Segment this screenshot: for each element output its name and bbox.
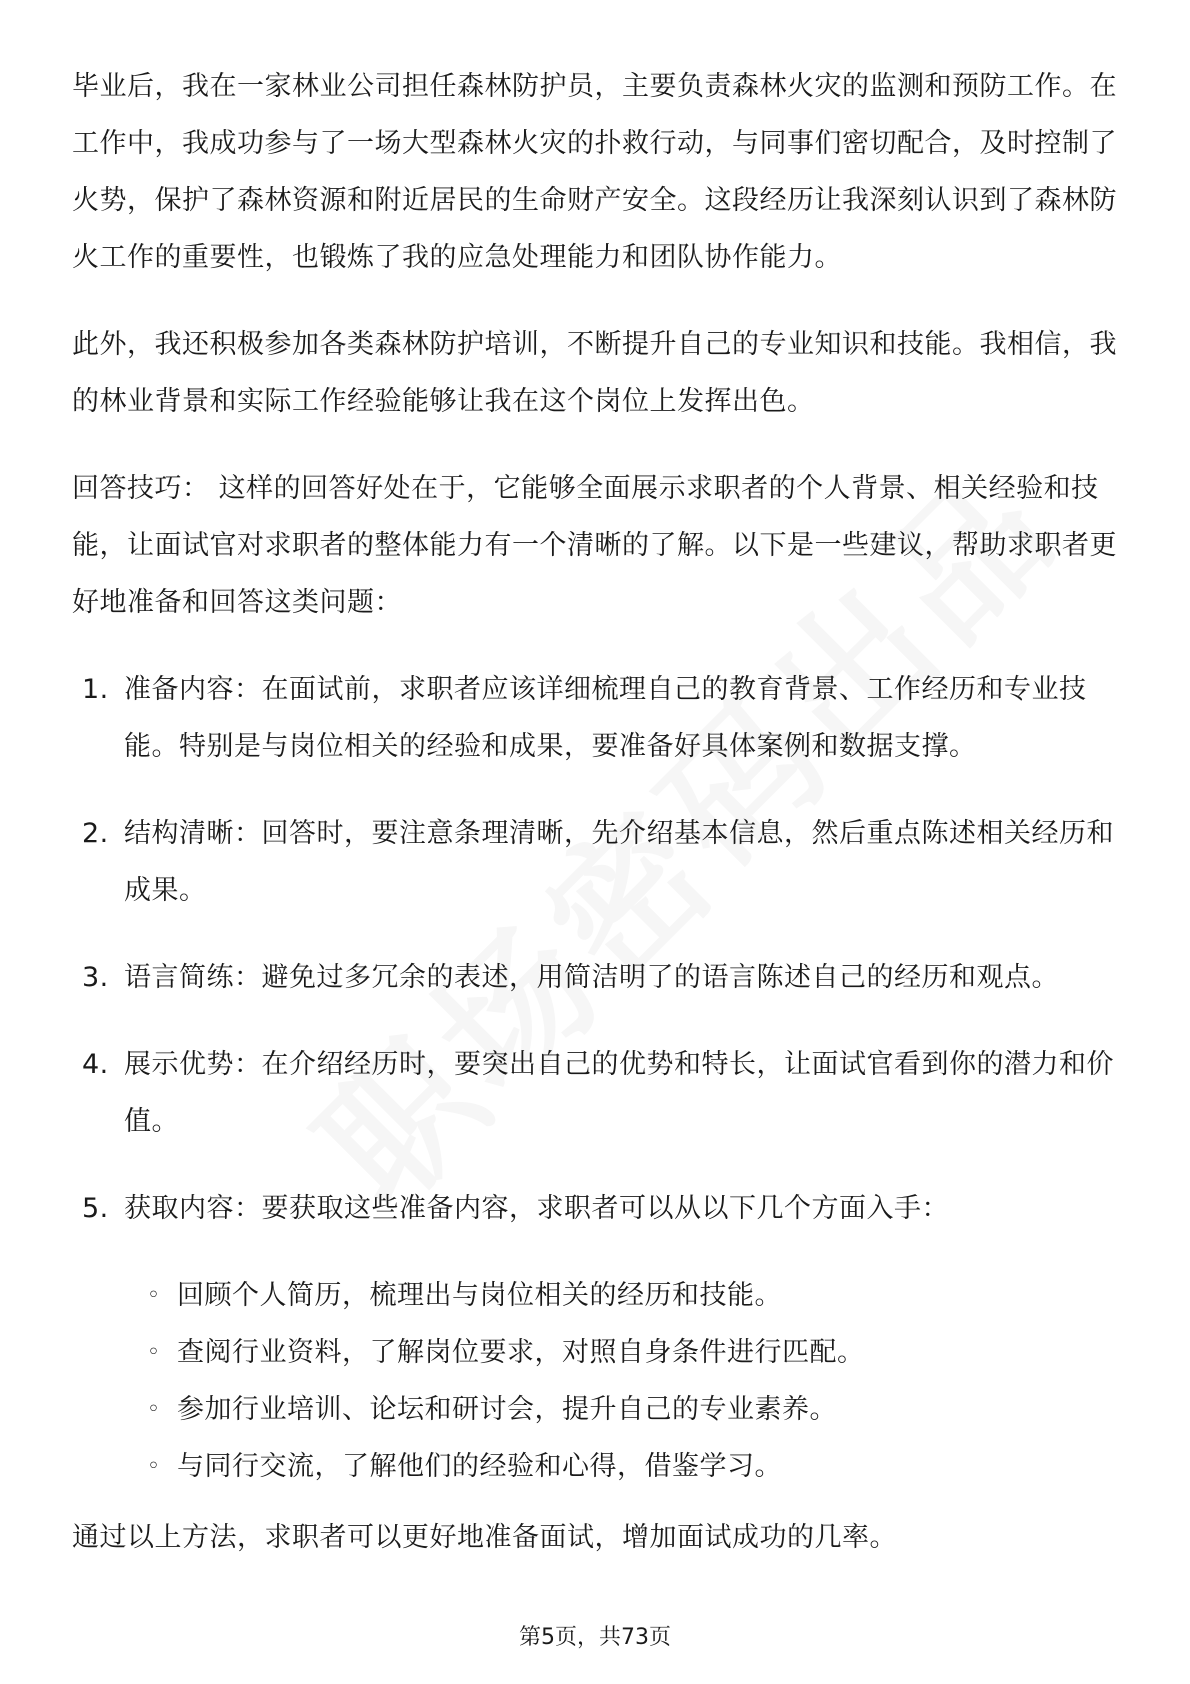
list-item-text: 获取内容：要获取这些准备内容，求职者可以从以下几个方面入手： [124, 1193, 949, 1224]
list-item-text: 准备内容：在面试前，求职者应该详细梳理自己的教育背景、工作经历和专业技能。特别是与岗位相关的经验和成果，要准备好具体案例和数据支撑。 [124, 674, 1087, 762]
sublist-item-text: 查阅行业资料，了解岗位要求，对照自身条件进行匹配。 [177, 1337, 865, 1368]
list-item [72, 1036, 1122, 1150]
sublist-item [72, 1324, 1122, 1381]
list-number: 3. [82, 962, 109, 993]
sublist-item-text: 回顾个人简历，梳理出与岗位相关的经历和技能。 [177, 1280, 782, 1311]
sublist-item [72, 1267, 1122, 1324]
list-number: 5. [82, 1193, 109, 1224]
paragraph-answer-tips: 回答技巧： 这样的回答好处在于，它能够全面展示求职者的个人背景、相关经验和技能，让面试官对求职者的整体能力有一个清晰的了解。以下是一些建议，帮助求职者更好地准备和回答这类问题： [72, 473, 1117, 618]
paragraph-experience: 毕业后，我在一家林业公司担任森林防护员，主要负责森林火灾的监测和预防工作。在工作中，我成功参与了一场大型森林火灾的扑救行动，与同事们密切配合，及时控制了火势，保护了森林资源和附近居民的生命财产安全。这段经历让我深刻认识到了森林防火工作的重要性，也锻炼了我的应急处理能力和团队协作能力。 [72, 71, 1117, 273]
sublist-item [72, 1438, 1122, 1495]
list-item [72, 661, 1122, 775]
list-item [72, 949, 1122, 1006]
tips-list [72, 661, 1122, 1237]
sublist-item-text: 与同行交流，了解他们的经验和心得，借鉴学习。 [177, 1451, 782, 1482]
document-page [72, 58, 1122, 1596]
bullet-icon: ◦ [147, 1340, 161, 1365]
list-number: 2. [82, 818, 109, 849]
sublist-item-text: 参加行业培训、论坛和研讨会，提升自己的专业素养。 [177, 1394, 837, 1425]
list-number: 1. [82, 674, 109, 705]
list-item [72, 1180, 1122, 1237]
bullet-icon: ◦ [147, 1397, 161, 1422]
page-number-footer: 第5页，共73页 [519, 1625, 671, 1650]
list-number: 4. [82, 1049, 109, 1080]
bullet-icon: ◦ [147, 1454, 161, 1479]
sources-sublist [72, 1267, 1122, 1495]
list-item-text: 语言简练：避免过多冗余的表述，用简洁明了的语言陈述自己的经历和观点。 [124, 962, 1059, 993]
list-item-text: 展示优势：在介绍经历时，要突出自己的优势和特长，让面试官看到你的潜力和价值。 [124, 1049, 1114, 1137]
bullet-icon: ◦ [147, 1283, 161, 1308]
paragraph-training: 此外，我还积极参加各类森林防护培训，不断提升自己的专业知识和技能。我相信，我的林业背景和实际工作经验能够让我在这个岗位上发挥出色。 [72, 329, 1117, 417]
list-item-text: 结构清晰：回答时，要注意条理清晰，先介绍基本信息，然后重点陈述相关经历和成果。 [124, 818, 1114, 906]
list-item [72, 805, 1122, 919]
sublist-item [72, 1381, 1122, 1438]
paragraph-closing: 通过以上方法，求职者可以更好地准备面试，增加面试成功的几率。 [72, 1522, 897, 1553]
